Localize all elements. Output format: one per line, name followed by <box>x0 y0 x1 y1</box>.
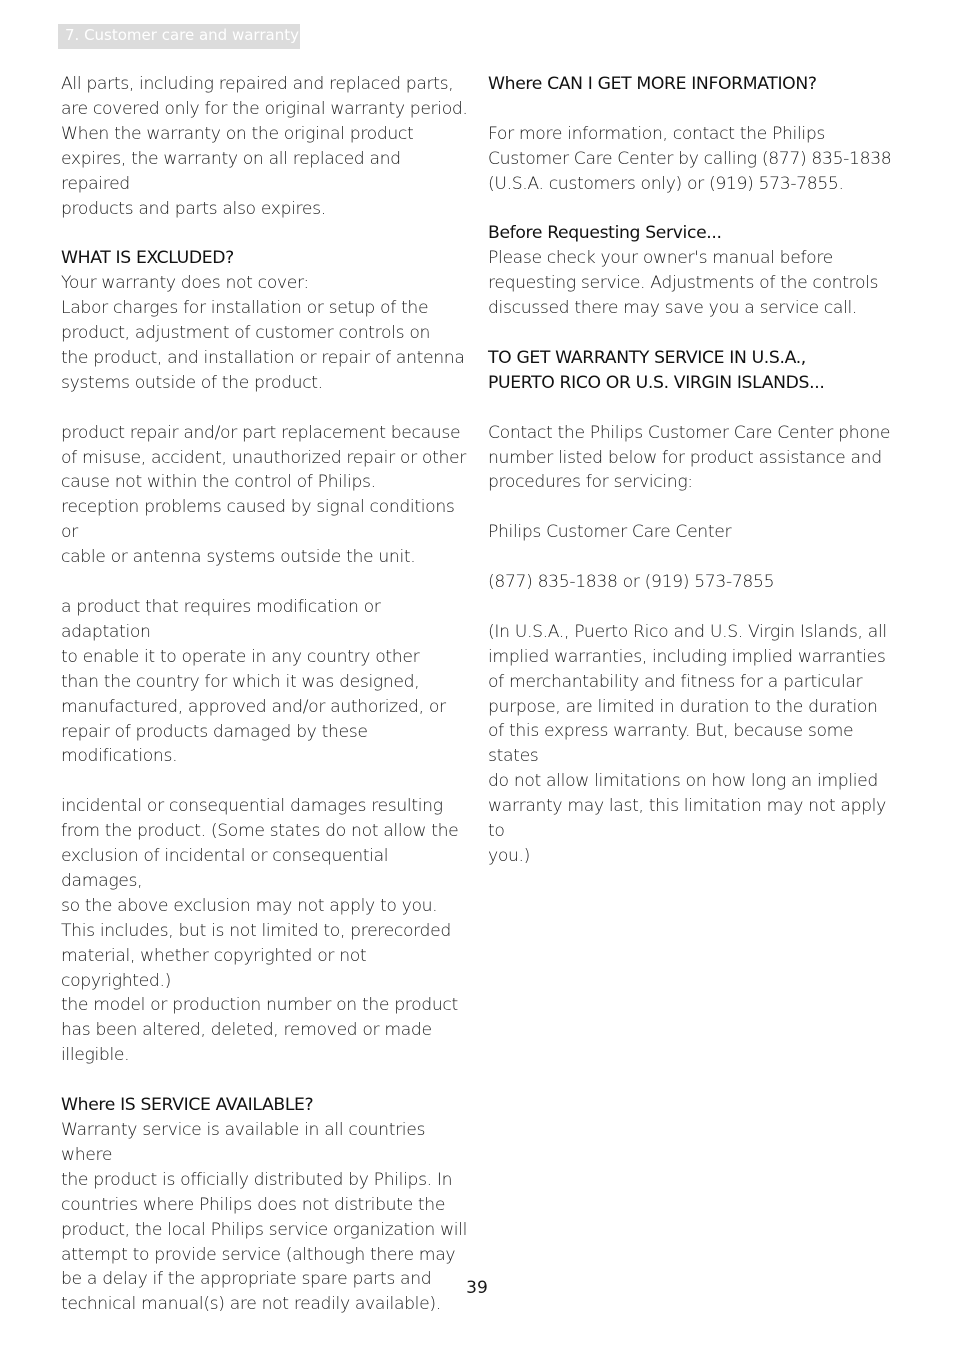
intro-paragraph: All parts, including repaired and replaced parts, are covered only for the original warranty period. When the warranty on the original product expires, the warranty on all replaced and repaired products and parts also expires. <box>61 74 468 219</box>
modification-paragraph: a product that requires modification or adaptation to enable it to operate in any country other than the country for which it was designed, manufactured, approved and/or authorized, or repair of products damaged by these modifications. <box>61 596 446 767</box>
page-number: 39 <box>466 1278 488 1298</box>
info-heading: Where CAN I GET MORE INFORMATION? <box>488 74 817 94</box>
care-center-phones: (877) 835-1838 or (919) 573-7855 <box>488 572 775 593</box>
usa-service-heading: TO GET WARRANTY SERVICE IN U.S.A., PUERTO RICO OR U.S. VIRGIN ISLANDS... <box>488 347 825 393</box>
usa-service-paragraph: Contact the Philips Customer Care Center phone number listed below for product assistance and procedures for servicing: <box>488 422 891 493</box>
misuse-paragraph: product repair and/or part replacement because of misuse, accident, unauthorized repair or other cause not within the control of Philips. reception problems caused by signal conditions or cable or antenna systems outside the unit. <box>61 422 466 568</box>
excluded-heading: WHAT IS EXCLUDED? <box>61 248 234 269</box>
before-service-paragraph: Please check your owner's manual before requesting service. Adjustments of the controls discussed there may save you a service call. <box>488 248 879 319</box>
info-paragraph: For more information, contact the Philips Customer Care Center by calling (877) 835-1838 (U.S.A. customers only) or (919) 573-7855. <box>488 123 892 194</box>
section-tab: 7. Customer care and warranty <box>58 24 300 49</box>
service-heading: Where IS SERVICE AVAILABLE? <box>61 1095 314 1116</box>
right-column <box>488 72 896 894</box>
damages-paragraph: incidental or consequential damages resulting from the product. (Some states do not allow the exclusion of incidental or consequential damages, so the above exclusion may not apply to you. This includes, but is not limited to, prerecorded material, whether copyrighted or not copyrighted.) the model or production number on the product has been altered, deleted, removed or made illegible. <box>61 796 459 1066</box>
service-paragraph: Warranty service is available in all countries where the product is officially distributed by Philips. In countries where Philips does not distribute the product, the local Philips service organization will attempt to provide service (although there may be a delay if the appropriate spare parts and technical manual(s) are not readily available). <box>61 1119 468 1315</box>
care-center-name: Philips Customer Care Center <box>488 522 732 543</box>
before-service-heading: Before Requesting Service... <box>488 223 722 244</box>
left-column <box>61 72 471 1342</box>
implied-warranties-paragraph: (In U.S.A., Puerto Rico and U.S. Virgin Islands, all implied warranties, including implied warranties of merchantability and fitness for a particular purpose, are limited in duration to the duration of this express warranty. But, because some states do not allow limitations on how long an implied warranty may last, this limitation may not apply to you.) <box>488 621 887 866</box>
excluded-paragraph: Your warranty does not cover: Labor charges for installation or setup of the product, adjustment of customer controls on the product, and installation or repair of antenna systems outside of the product. <box>61 273 465 393</box>
